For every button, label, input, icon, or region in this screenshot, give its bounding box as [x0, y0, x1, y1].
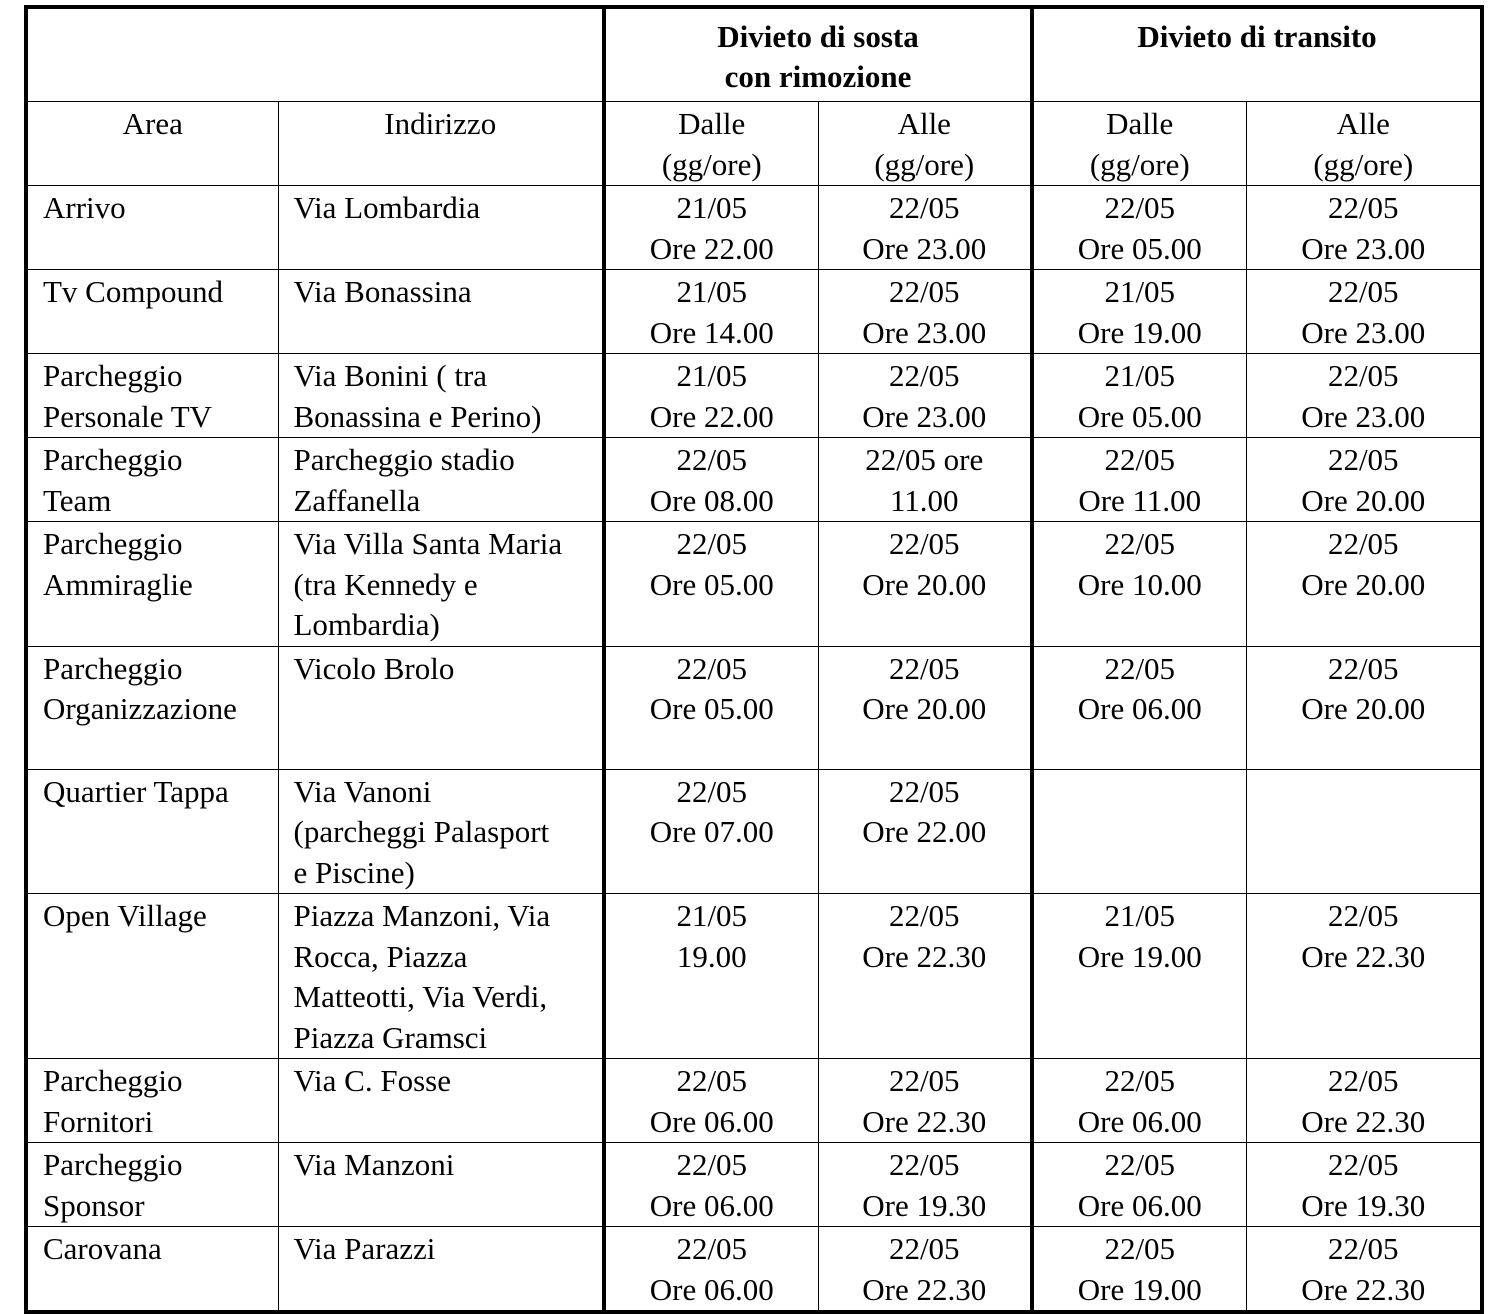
cell-sosta-dalle: 21/05 Ore 22.00	[604, 186, 818, 270]
cell-transito-dalle	[1032, 769, 1246, 894]
cell-indirizzo: Via Manzoni	[278, 1143, 604, 1227]
header-empty-cell	[26, 7, 604, 102]
cell-sosta-alle: 22/05 Ore 19.30	[818, 1143, 1032, 1227]
header-row-columns	[26, 102, 1482, 186]
cell-sosta-dalle: 22/05 Ore 06.00	[604, 1227, 818, 1313]
cell-transito-alle: 22/05 Ore 22.30	[1246, 1059, 1482, 1143]
table-row	[26, 522, 1482, 647]
cell-indirizzo: Via C. Fosse	[278, 1059, 604, 1143]
cell-indirizzo: Via Vanoni (parcheggi Palasport e Piscine)	[278, 769, 604, 894]
header-area: Area	[26, 102, 278, 186]
cell-area: Arrivo	[26, 186, 278, 270]
cell-sosta-alle: 22/05 Ore 22.30	[818, 1059, 1032, 1143]
cell-sosta-alle: 22/05 Ore 22.30	[818, 894, 1032, 1059]
cell-transito-dalle: 21/05 Ore 19.00	[1032, 894, 1246, 1059]
table-row	[26, 1143, 1482, 1227]
table-row	[26, 438, 1482, 522]
cell-transito-dalle: 22/05 Ore 06.00	[1032, 646, 1246, 769]
cell-sosta-dalle: 22/05 Ore 07.00	[604, 769, 818, 894]
cell-transito-alle: 22/05 Ore 20.00	[1246, 646, 1482, 769]
cell-transito-alle: 22/05 Ore 22.30	[1246, 894, 1482, 1059]
table-row	[26, 186, 1482, 270]
cell-transito-alle: 22/05 Ore 20.00	[1246, 438, 1482, 522]
cell-transito-dalle: 21/05 Ore 05.00	[1032, 354, 1246, 438]
cell-transito-alle: 22/05 Ore 19.30	[1246, 1143, 1482, 1227]
cell-area: Parcheggio Personale TV	[26, 354, 278, 438]
cell-indirizzo: Parcheggio stadio Zaffanella	[278, 438, 604, 522]
header-transito-dalle: Dalle (gg/ore)	[1032, 102, 1246, 186]
header-sosta-alle: Alle (gg/ore)	[818, 102, 1032, 186]
table-row	[26, 769, 1482, 894]
cell-sosta-alle: 22/05 Ore 23.00	[818, 186, 1032, 270]
cell-area: Open Village	[26, 894, 278, 1059]
cell-indirizzo: Via Parazzi	[278, 1227, 604, 1313]
cell-sosta-dalle: 21/05 19.00	[604, 894, 818, 1059]
cell-transito-dalle: 22/05 Ore 11.00	[1032, 438, 1246, 522]
cell-indirizzo: Via Lombardia	[278, 186, 604, 270]
header-row-groups	[26, 7, 1482, 102]
cell-area: Parcheggio Organizzazione	[26, 646, 278, 769]
cell-sosta-alle: 22/05 Ore 23.00	[818, 270, 1032, 354]
cell-transito-dalle: 22/05 Ore 10.00	[1032, 522, 1246, 647]
cell-indirizzo: Via Bonini ( tra Bonassina e Perino)	[278, 354, 604, 438]
cell-area: Parcheggio Sponsor	[26, 1143, 278, 1227]
cell-indirizzo: Piazza Manzoni, Via Rocca, Piazza Matteotti, Via Verdi, Piazza Gramsci	[278, 894, 604, 1059]
traffic-restrictions-table	[24, 5, 1484, 1314]
cell-sosta-alle: 22/05 Ore 20.00	[818, 522, 1032, 647]
cell-transito-dalle: 22/05 Ore 06.00	[1032, 1059, 1246, 1143]
cell-transito-alle: 22/05 Ore 23.00	[1246, 270, 1482, 354]
table-row	[26, 354, 1482, 438]
cell-sosta-dalle: 22/05 Ore 05.00	[604, 646, 818, 769]
table-row	[26, 1059, 1482, 1143]
table-row	[26, 646, 1482, 769]
cell-area: Parcheggio Team	[26, 438, 278, 522]
cell-sosta-alle: 22/05 Ore 22.30	[818, 1227, 1032, 1313]
cell-sosta-dalle: 21/05 Ore 22.00	[604, 354, 818, 438]
cell-area: Quartier Tappa	[26, 769, 278, 894]
header-divieto-sosta: Divieto di sosta con rimozione	[604, 7, 1032, 102]
cell-transito-dalle: 22/05 Ore 19.00	[1032, 1227, 1246, 1313]
header-sosta-dalle: Dalle (gg/ore)	[604, 102, 818, 186]
cell-sosta-dalle: 22/05 Ore 06.00	[604, 1059, 818, 1143]
cell-indirizzo: Via Bonassina	[278, 270, 604, 354]
cell-sosta-dalle: 21/05 Ore 14.00	[604, 270, 818, 354]
table-row	[26, 894, 1482, 1059]
cell-transito-alle: 22/05 Ore 23.00	[1246, 186, 1482, 270]
cell-area: Parcheggio Fornitori	[26, 1059, 278, 1143]
cell-transito-dalle: 22/05 Ore 06.00	[1032, 1143, 1246, 1227]
cell-transito-alle	[1246, 769, 1482, 894]
cell-sosta-alle: 22/05 ore 11.00	[818, 438, 1032, 522]
cell-sosta-dalle: 22/05 Ore 08.00	[604, 438, 818, 522]
cell-sosta-dalle: 22/05 Ore 05.00	[604, 522, 818, 647]
header-divieto-transito: Divieto di transito	[1032, 7, 1482, 102]
cell-transito-alle: 22/05 Ore 20.00	[1246, 522, 1482, 647]
cell-sosta-alle: 22/05 Ore 22.00	[818, 769, 1032, 894]
table-row	[26, 270, 1482, 354]
cell-sosta-dalle: 22/05 Ore 06.00	[604, 1143, 818, 1227]
cell-area: Tv Compound	[26, 270, 278, 354]
cell-transito-dalle: 21/05 Ore 19.00	[1032, 270, 1246, 354]
cell-area: Parcheggio Ammiraglie	[26, 522, 278, 647]
cell-transito-dalle: 22/05 Ore 05.00	[1032, 186, 1246, 270]
table-row	[26, 1227, 1482, 1313]
cell-sosta-alle: 22/05 Ore 23.00	[818, 354, 1032, 438]
header-indirizzo: Indirizzo	[278, 102, 604, 186]
cell-transito-alle: 22/05 Ore 23.00	[1246, 354, 1482, 438]
cell-indirizzo: Via Villa Santa Maria (tra Kennedy e Lombardia)	[278, 522, 604, 647]
cell-transito-alle: 22/05 Ore 22.30	[1246, 1227, 1482, 1313]
cell-area: Carovana	[26, 1227, 278, 1313]
cell-sosta-alle: 22/05 Ore 20.00	[818, 646, 1032, 769]
cell-indirizzo: Vicolo Brolo	[278, 646, 604, 769]
header-transito-alle: Alle (gg/ore)	[1246, 102, 1482, 186]
